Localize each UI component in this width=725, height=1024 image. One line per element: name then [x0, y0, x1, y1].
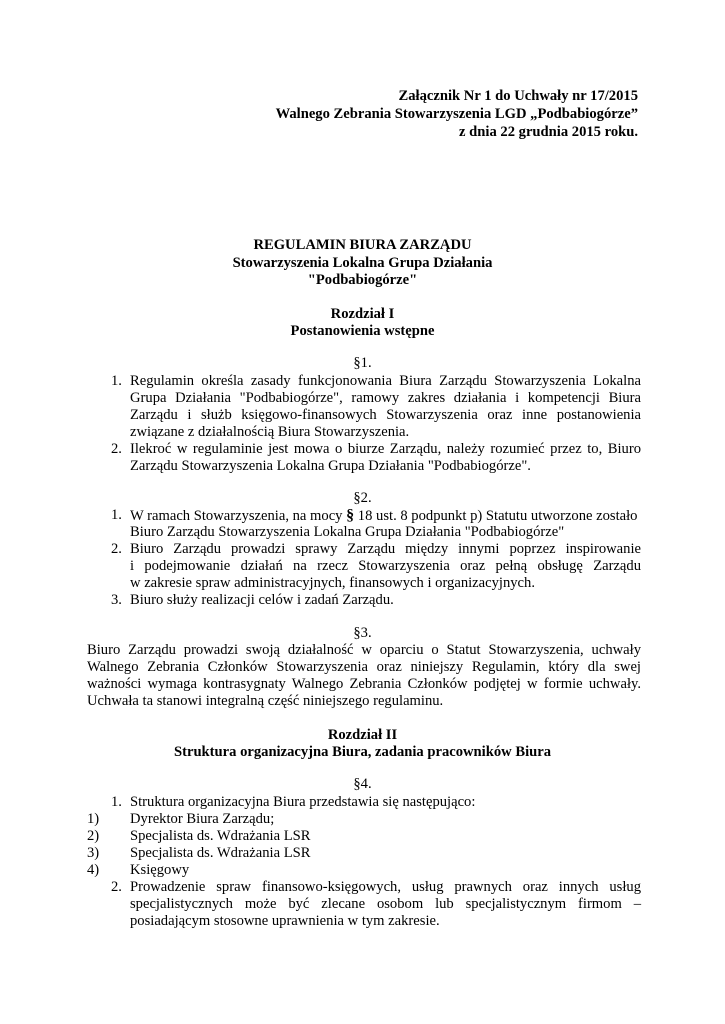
s4-sub-1-number: 1) — [87, 811, 100, 827]
s2-item-1-number: 1. — [111, 507, 122, 523]
s1-item-1-number: 1. — [111, 373, 122, 389]
section-3-symbol: §3. — [353, 625, 372, 641]
s4-sub-4-text: Księgowy — [130, 862, 190, 878]
s4-sub-2-text: Specjalista ds. Wdrażania LSR — [130, 828, 311, 844]
paragraph-symbol: § — [346, 507, 355, 524]
chapter-2-label: Rozdział II — [327, 727, 398, 743]
s1-item-1-line-4: związane z działalnością Biura Stowarzyszenia. — [130, 424, 410, 440]
s2-item-2-line-2: i podejmowanie działań na rzecz Stowarzyszenia oraz pełną obsługę Zarządu — [130, 558, 641, 574]
s2-item-1-line-1 — [130, 507, 637, 526]
s2-item-3-number: 3. — [111, 592, 122, 608]
s1-item-1-line-3: Zarządu i służb księgowo-finansowych Stowarzyszenia oraz inne postanowienia — [130, 407, 641, 423]
chapter-1-label: Rozdział I — [330, 306, 395, 322]
s2-item-1-line-2: Biuro Zarządu Stowarzyszenia Lokalna Grupa Działania "Podbabiogórze" — [130, 524, 565, 540]
s2-item-3-line-1: Biuro służy realizacji celów i zadań Zarządu. — [130, 592, 394, 608]
s4-sub-3-text: Specjalista ds. Wdrażania LSR — [130, 845, 311, 861]
s1-item-1-line-2: Grupa Działania "Podbabiogórze", ramowy zakres działania i kompetencji Biura — [130, 390, 641, 406]
title-line-1: REGULAMIN BIURA ZARZĄDU — [253, 237, 472, 253]
attachment-line-2: Walnego Zebrania Stowarzyszenia LGD „Podbabiogórze” — [275, 106, 638, 122]
title-line-2: Stowarzyszenia Lokalna Grupa Działania — [232, 255, 493, 271]
s2-item-2-line-3: w zakresie spraw administracyjnych, finansowych i organizacyjnych. — [130, 575, 535, 591]
s4-item-2-line-1: Prowadzenie spraw finansowo-księgowych, usług prawnych oraz innych usług — [130, 879, 641, 895]
title-line-3: "Podbabiogórze" — [307, 272, 418, 288]
s4-sub-3-number: 3) — [87, 845, 100, 861]
s1-item-1-line-1: Regulamin określa zasady funkcjonowania Biura Zarządu Stowarzyszenia Lokalna — [130, 373, 641, 389]
s3-line-2: Walnego Zebrania Członków Stowarzyszenia oraz niniejszy Regulamin, który dla swej — [87, 659, 641, 675]
s4-item-1-line-1: Struktura organizacyjna Biura przedstawia się następująco: — [130, 794, 476, 810]
s2-item-2-number: 2. — [111, 541, 122, 557]
s4-item-2-line-2: specjalistycznych może być zlecane osobom lub specjalistycznym firmom – — [130, 896, 641, 912]
s1-item-2-number: 2. — [111, 441, 122, 457]
chapter-1-name: Postanowienia wstępne — [290, 323, 435, 339]
attachment-line-3: z dnia 22 grudnia 2015 roku. — [459, 124, 638, 140]
s4-sub-2-number: 2) — [87, 828, 100, 844]
section-1-symbol: §1. — [353, 355, 372, 371]
s4-sub-1-text: Dyrektor Biura Zarządu; — [130, 811, 275, 827]
s4-item-1-number: 1. — [111, 794, 122, 810]
s2-item-1-text-b: 18 ust. 8 podpunkt p) Statutu utworzone zostało — [357, 508, 638, 524]
chapter-2-name: Struktura organizacyjna Biura, zadania pracowników Biura — [173, 744, 552, 760]
s3-line-1: Biuro Zarządu prowadzi swoją działalność w oparciu o Statut Stowarzyszenia, uchwały — [87, 642, 641, 658]
s4-item-2-line-3: posiadającym stosowne uprawnienia w tym zakresie. — [130, 913, 440, 929]
s1-item-2-line-2: Zarządu Stowarzyszenia Lokalna Grupa Działania "Podbabiogórze". — [130, 458, 531, 474]
attachment-line-1: Załącznik Nr 1 do Uchwały nr 17/2015 — [398, 88, 638, 104]
section-2-symbol: §2. — [353, 490, 372, 506]
s3-line-3: ważności wymaga kontrasygnaty Walnego Zebrania Członków podjętej w formie uchwały. — [87, 676, 641, 692]
s2-item-1-text-a: W ramach Stowarzyszenia, na mocy — [130, 508, 343, 524]
s4-sub-4-number: 4) — [87, 862, 100, 878]
section-4-symbol: §4. — [353, 776, 372, 792]
s1-item-2-line-1: Ilekroć w regulaminie jest mowa o biurze Zarządu, należy rozumieć przez to, Biuro — [130, 441, 641, 457]
s4-item-2-number: 2. — [111, 879, 122, 895]
s2-item-2-line-1: Biuro Zarządu prowadzi sprawy Zarządu między innymi poprzez inspirowanie — [130, 541, 641, 557]
s3-line-4: Uchwała ta stanowi integralną część niniejszego regulaminu. — [87, 693, 444, 709]
